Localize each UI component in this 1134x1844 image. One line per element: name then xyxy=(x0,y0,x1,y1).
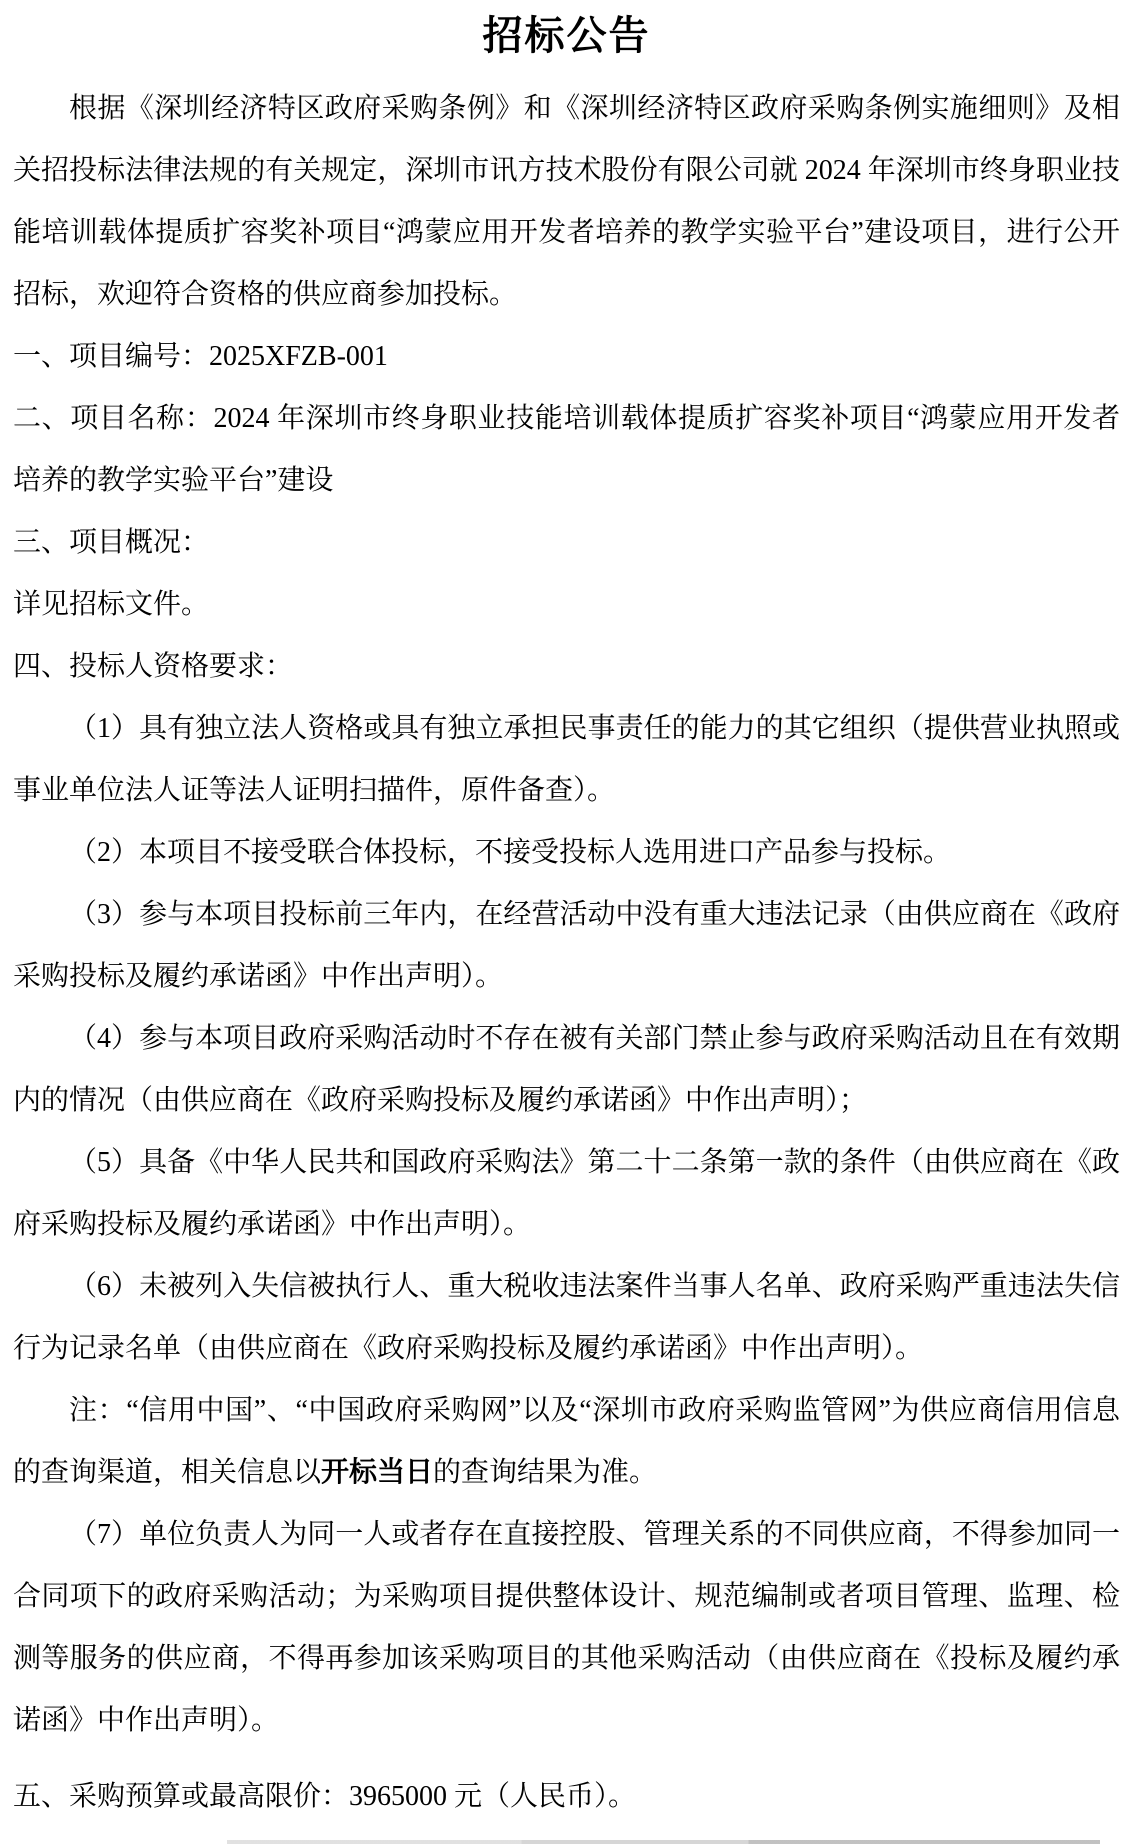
requirement-3: （3）参与本项目投标前三年内，在经营活动中没有重大违法记录（由供应商在《政府采购投标及履约承诺函》中作出声明）。 xyxy=(13,899,1120,992)
cutoff-next-line-remnant xyxy=(0,1840,1134,1844)
document-title: 招标公告 xyxy=(482,13,651,58)
section-overview-body: 详见招标文件。 xyxy=(13,589,210,620)
credit-note-suffix: 的查询结果为准。 xyxy=(433,1457,658,1488)
requirement-2: （2）本项目不接受联合体投标，不接受投标人选用进口产品参与投标。 xyxy=(69,837,952,868)
section-project-name: 二、项目名称：2024 年深圳市终身职业技能培训载体提质扩容奖补项目“鸿蒙应用开发者培养的教学实验平台”建设 xyxy=(13,403,1120,496)
requirement-6: （6）未被列入失信被执行人、重大税收违法案件当事人名单、政府采购严重违法失信行为记录名单（由供应商在《政府采购投标及履约承诺函》中作出声明）。 xyxy=(13,1271,1120,1364)
section-qualifications-heading: 四、投标人资格要求： xyxy=(13,651,294,682)
paragraph-credit-note xyxy=(13,1380,1120,1504)
section-overview-heading: 三、项目概况： xyxy=(13,527,210,558)
section-project-number: 一、项目编号：2025XFZB-001 xyxy=(13,341,388,372)
credit-note-prefix: 注：“信用中国”、“中国政府采购网”以及“深圳市政府采购监管网”为供应商信用信息的查询渠道，相关信息以 xyxy=(13,1395,1120,1488)
requirement-1: （1）具有独立法人资格或具有独立承担民事责任的能力的其它组织（提供营业执照或事业单位法人证等法人证明扫描件，原件备查）。 xyxy=(13,713,1120,806)
paragraph-intro: 根据《深圳经济特区政府采购条例》和《深圳经济特区政府采购条例实施细则》及相关招投标法律法规的有关规定，深圳市讯方技术股份有限公司就 2024 年深圳市终身职业技能培训载体提质扩容奖补项目“鸿蒙应用开发者培养的教学实验平台”建设项目，进行公开招标，欢迎符合资格的供应商参加投标。 xyxy=(13,93,1120,310)
requirement-5: （5）具备《中华人民共和国政府采购法》第二十二条第一款的条件（由供应商在《政府采购投标及履约承诺函》中作出声明）。 xyxy=(13,1147,1120,1240)
requirement-7: （7）单位负责人为同一人或者存在直接控股、管理关系的不同供应商，不得参加同一合同项下的政府采购活动；为采购项目提供整体设计、规范编制或者项目管理、监理、检测等服务的供应商，不得再参加该采购项目的其他采购活动（由供应商在《投标及履约承诺函》中作出声明）。 xyxy=(13,1519,1120,1736)
section-budget: 五、采购预算或最高限价：3965000 元（人民币）。 xyxy=(13,1781,637,1812)
credit-note-bold-open-bid-day: 开标当日 xyxy=(321,1457,434,1488)
requirement-4: （4）参与本项目政府采购活动时不存在被有关部门禁止参与政府采购活动且在有效期内的情况（由供应商在《政府采购投标及履约承诺函》中作出声明）； xyxy=(13,1023,1120,1116)
